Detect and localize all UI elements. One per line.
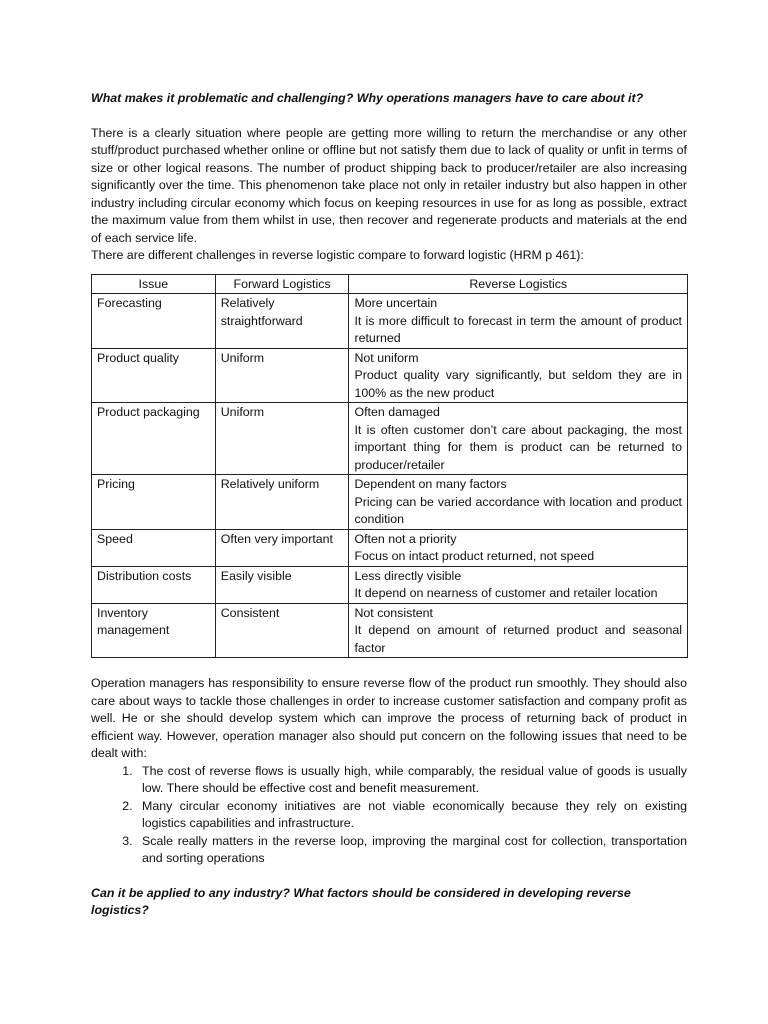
cell-forward: Easily visible (215, 566, 349, 603)
cell-reverse (349, 403, 688, 475)
cell-reverse (349, 475, 688, 530)
table-row (92, 294, 688, 349)
reverse-detail: It is often customer don’t care about packaging, the most important thing for them is product can be returned to producer/retailer (354, 422, 682, 472)
header-issue: Issue (92, 274, 216, 294)
table-row (92, 348, 688, 403)
managers-paragraph: Operation managers has responsibility to ensure reverse flow of the product run smoothly. They should also care about ways to tackle those challenges in order to increase customer satisfaction and company profit as well. He or she should develop system which can improve the process of returning back of product in efficient way. However, operation manager also should put concern on the following issues that need to be dealt with: (91, 676, 687, 760)
cell-forward: Consistent (215, 603, 349, 658)
reverse-detail: Pricing can be varied accordance with location and product condition (354, 494, 682, 526)
cell-issue: Distribution costs (92, 566, 216, 603)
cell-reverse (349, 294, 688, 349)
reverse-title: More uncertain (354, 296, 438, 310)
cell-issue: Product quality (92, 348, 216, 403)
cell-issue: Product packaging (92, 403, 216, 475)
cell-reverse (349, 529, 688, 566)
table-row (92, 403, 688, 475)
issues-list (91, 763, 687, 868)
reverse-detail: It is more difficult to forecast in term the amount of product returned (354, 313, 682, 345)
cell-forward: Relatively straightforward (215, 294, 349, 349)
cell-forward: Uniform (215, 348, 349, 403)
header-reverse-logistics: Reverse Logistics (349, 274, 688, 294)
table-row (92, 529, 688, 566)
reverse-title: Less directly visible (354, 568, 462, 583)
reverse-detail: Product quality vary significantly, but seldom they are in 100% as the new product (354, 368, 682, 400)
reverse-title: Not uniform (354, 350, 419, 365)
cell-reverse (349, 603, 688, 658)
reverse-title: Not consistent (354, 605, 433, 620)
header-forward-logistics: Forward Logistics (215, 274, 349, 294)
cell-issue: Speed (92, 529, 216, 566)
section-heading-challenges: What makes it problematic and challenging? Why operations managers have to care about it? (91, 91, 644, 105)
document-page (91, 90, 687, 920)
reverse-detail: It depend on nearness of customer and retailer location (354, 586, 658, 600)
cell-forward: Uniform (215, 403, 349, 475)
list-item: 1. The cost of reverse flows is usually high, while comparably, the residual value of goods is usually low. There should be effective cost and benefit measurement. (136, 763, 687, 798)
cell-reverse (349, 566, 688, 603)
table-header-row (92, 274, 688, 294)
cell-issue: Inventory management (92, 603, 216, 658)
list-item: 2. Many circular economy initiatives are not viable economically because they rely on existing logistics capabilities and infrastructure. (136, 798, 687, 833)
reverse-detail: It depend on amount of returned product and seasonal factor (354, 623, 682, 655)
reverse-title: Dependent on many factors (354, 477, 507, 491)
logistics-comparison-table (91, 274, 688, 659)
cell-forward: Relatively uniform (215, 475, 349, 530)
cell-reverse (349, 348, 688, 403)
table-row (92, 566, 688, 603)
cell-forward: Often very important (215, 529, 349, 566)
table-row (92, 475, 688, 530)
list-item: 3. Scale really matters in the reverse loop, improving the marginal cost for collection, transportation and sorting operations (136, 833, 687, 868)
table-intro-paragraph: There are different challenges in reverse logistic compare to forward logistic (HRM p 461): (91, 248, 584, 262)
intro-paragraph: There is a clearly situation where people are getting more willing to return the merchandise or any other stuff/product purchased whether online or offline but not satisfy them due to lack of quality or unfit in terms of size or other logical reasons. The number of product shipping back to producer/retailer are also increasing significantly over the time. This phenomenon take place not only in retailer industry but also happen in other industry including circular economy which focus on keeping resources in use for as long as possible, extract the maximum value from them whilst in use, then recover and regenerate products and materials at the end of each service life. (91, 125, 687, 245)
cell-issue: Forecasting (92, 294, 216, 349)
cell-issue: Pricing (92, 475, 216, 530)
section-heading-industry: Can it be applied to any industry? What factors should be considered in developing reverse logistics? (91, 885, 631, 917)
reverse-title: Often not a priority (354, 531, 457, 546)
reverse-title: Often damaged (354, 405, 440, 419)
reverse-detail: Focus on intact product returned, not speed (354, 549, 595, 563)
table-row (92, 603, 688, 658)
